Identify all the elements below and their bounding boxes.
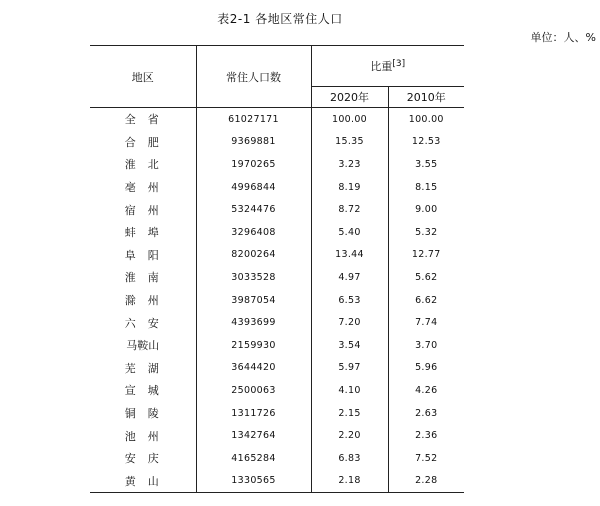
table-row: [90, 402, 464, 425]
population-cell: 3644420: [196, 357, 311, 380]
population-cell: 1311726: [196, 402, 311, 425]
header-share-label: 比重: [370, 60, 393, 73]
share-2020-cell: 7.20: [311, 311, 388, 334]
region-cell: 全省: [90, 108, 196, 131]
share-2020-cell: 13.44: [311, 244, 388, 267]
share-2020-cell: 3.23: [311, 153, 388, 176]
region-cell: 黄山: [90, 470, 196, 493]
population-cell: 3987054: [196, 289, 311, 312]
region-cell: 安庆: [90, 447, 196, 470]
table-row: [90, 176, 464, 199]
share-2010-cell: 2.36: [415, 430, 438, 442]
table-row: [90, 424, 464, 447]
share-2010-cell: 2.28: [388, 470, 464, 493]
table-row: [90, 198, 464, 221]
share-2010-cell: 4.26: [415, 384, 438, 396]
table-row: [90, 153, 464, 176]
share-2010-cell: 9.00: [415, 204, 438, 216]
share-2020-cell: 2.20: [311, 424, 388, 447]
share-2010-cell: 5.96: [415, 362, 438, 374]
population-cell: 2159930: [196, 334, 311, 357]
share-2020-cell: 100.00: [311, 108, 388, 131]
region-cell: 淮南: [90, 266, 196, 289]
population-cell: 1970265: [196, 153, 311, 176]
share-2010-cell: 7.52: [415, 452, 438, 464]
unit-label: 单位：人、%: [530, 31, 596, 44]
population-cell: 2500063: [196, 379, 311, 402]
region-cell: 宿州: [90, 198, 196, 221]
population-cell: 4393699: [196, 311, 311, 334]
table-row: [90, 289, 464, 312]
header-region: 地区: [90, 46, 196, 108]
table-row: [90, 244, 464, 267]
region-cell: 池州: [90, 424, 196, 447]
population-cell: 61027171: [196, 108, 311, 131]
header-share-note: [3]: [392, 59, 406, 69]
table-body: [90, 108, 464, 493]
share-2020-cell: 5.40: [311, 221, 388, 244]
table-row: [90, 379, 464, 402]
region-cell: 淮北: [90, 153, 196, 176]
region-cell: 六安: [90, 311, 196, 334]
share-2020-cell: 6.53: [311, 289, 388, 312]
share-2010-cell: 5.62: [415, 271, 438, 283]
header-year-2020: 2020年: [311, 87, 388, 108]
share-2010-cell: 6.62: [415, 294, 438, 306]
share-2020-cell: 4.97: [311, 266, 388, 289]
table-row: [90, 266, 464, 289]
region-cell: 蚌埠: [90, 221, 196, 244]
population-cell: 4165284: [196, 447, 311, 470]
region-cell: 铜陵: [90, 402, 196, 425]
region-cell: 滁州: [90, 289, 196, 312]
population-cell: 3296408: [196, 221, 311, 244]
population-table: [90, 45, 464, 493]
region-cell: 马鞍山: [90, 334, 196, 357]
region-cell: 芜湖: [90, 357, 196, 380]
share-2010-cell: 5.32: [415, 226, 438, 238]
table-row: [90, 334, 464, 357]
share-2010-cell: 12.77: [411, 249, 441, 261]
header-year-2010: 2010年: [388, 87, 464, 108]
population-cell: 4996844: [196, 176, 311, 199]
share-2010-cell: 2.63: [415, 407, 438, 419]
table-row: [90, 470, 464, 493]
region-cell: 宣城: [90, 379, 196, 402]
table-row: [90, 108, 464, 131]
table-row: [90, 131, 464, 154]
share-2020-cell: 2.18: [311, 470, 388, 493]
table-row: [90, 447, 464, 470]
share-2020-cell: 15.35: [311, 131, 388, 154]
population-cell: 1330565: [196, 470, 311, 493]
table-title: 表2-1 各地区常住人口: [217, 12, 343, 26]
population-cell: 8200264: [196, 244, 311, 267]
share-2010-cell: 100.00: [408, 113, 444, 125]
share-2020-cell: 8.19: [311, 176, 388, 199]
region-cell: 合肥: [90, 131, 196, 154]
population-cell: 9369881: [196, 131, 311, 154]
table-row: [90, 311, 464, 334]
share-2020-cell: 4.10: [311, 379, 388, 402]
share-2020-cell: 3.54: [311, 334, 388, 357]
population-cell: 1342764: [196, 424, 311, 447]
share-2020-cell: 6.83: [311, 447, 388, 470]
share-2010-cell: 3.70: [415, 339, 438, 351]
share-2020-cell: 8.72: [311, 198, 388, 221]
header-share: [311, 46, 464, 87]
header-population: 常住人口数: [196, 46, 311, 108]
table-row: [90, 357, 464, 380]
region-cell: 亳州: [90, 176, 196, 199]
share-2010-cell: 12.53: [411, 136, 441, 148]
share-2020-cell: 2.15: [311, 402, 388, 425]
share-2010-cell: 8.15: [415, 181, 438, 193]
share-2010-cell: 3.55: [415, 158, 438, 170]
region-cell: 阜阳: [90, 244, 196, 267]
share-2010-cell: 7.74: [415, 317, 438, 329]
population-cell: 5324476: [196, 198, 311, 221]
table-header: [90, 46, 464, 108]
table-row: [90, 221, 464, 244]
share-2020-cell: 5.97: [311, 357, 388, 380]
population-cell: 3033528: [196, 266, 311, 289]
